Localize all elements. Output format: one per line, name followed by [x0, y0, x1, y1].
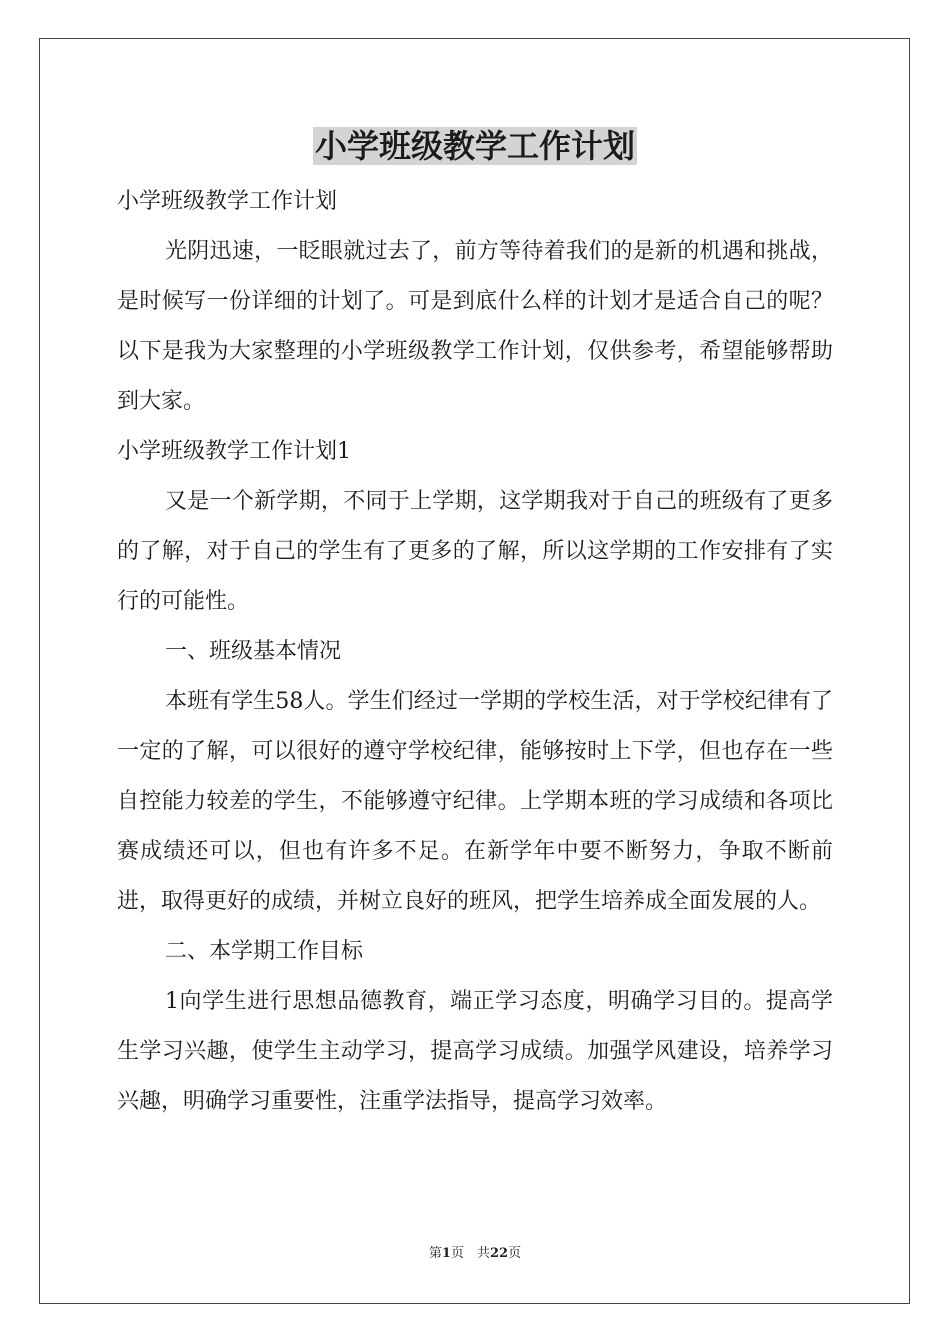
page-footer	[0, 1244, 950, 1264]
page-number-mid: 页 共	[450, 1246, 490, 1261]
document-body	[117, 177, 833, 1127]
page-number-prefix: 第	[428, 1246, 442, 1261]
body-paragraph: 本班有学生58人。学生们经过一学期的学校生活，对于学校纪律有了一定的了解，可以很好的遵守学校纪律，能够按时上下学，但也存在一些自控能力较差的学生，不能够遵守纪律。上学期本班的学习成绩和各项比赛成绩还可以，但也有许多不足。在新学年中要不断努力，争取不断前进，取得更好的成绩，并树立良好的班风，把学生培养成全面发展的人。	[117, 689, 833, 914]
document-title	[0, 122, 950, 170]
body-paragraph: 光阴迅速，一眨眼就过去了，前方等待着我们的是新的机遇和挑战，是时候写一份详细的计划了。可是到底什么样的计划才是适合自己的呢？以下是我为大家整理的小学班级教学工作计划，仅供参考，希望能够帮助到大家。	[117, 239, 833, 414]
page-number-suffix: 页	[508, 1246, 522, 1261]
section-heading: 二、本学期工作目标	[165, 939, 364, 964]
body-paragraph: 小学班级教学工作计划1	[117, 439, 351, 464]
body-paragraph: 又是一个新学期，不同于上学期，这学期我对于自己的班级有了更多的了解，对于自己的学生有了更多的了解，所以这学期的工作安排有了实行的可能性。	[117, 489, 833, 614]
body-paragraph: 1向学生进行思想品德教育，端正学习态度，明确学习目的。提高学生学习兴趣，使学生主动学习，提高学习成绩。加强学风建设，培养学习兴趣，明确学习重要性，注重学法指导，提高学习效率。	[117, 989, 833, 1114]
body-paragraph: 小学班级教学工作计划	[117, 189, 338, 214]
page-number-current: 1	[441, 1246, 451, 1261]
document-title-text: 小学班级教学工作计划	[314, 127, 635, 165]
page-number-total: 22	[489, 1246, 509, 1261]
section-heading: 一、班级基本情况	[165, 639, 342, 664]
